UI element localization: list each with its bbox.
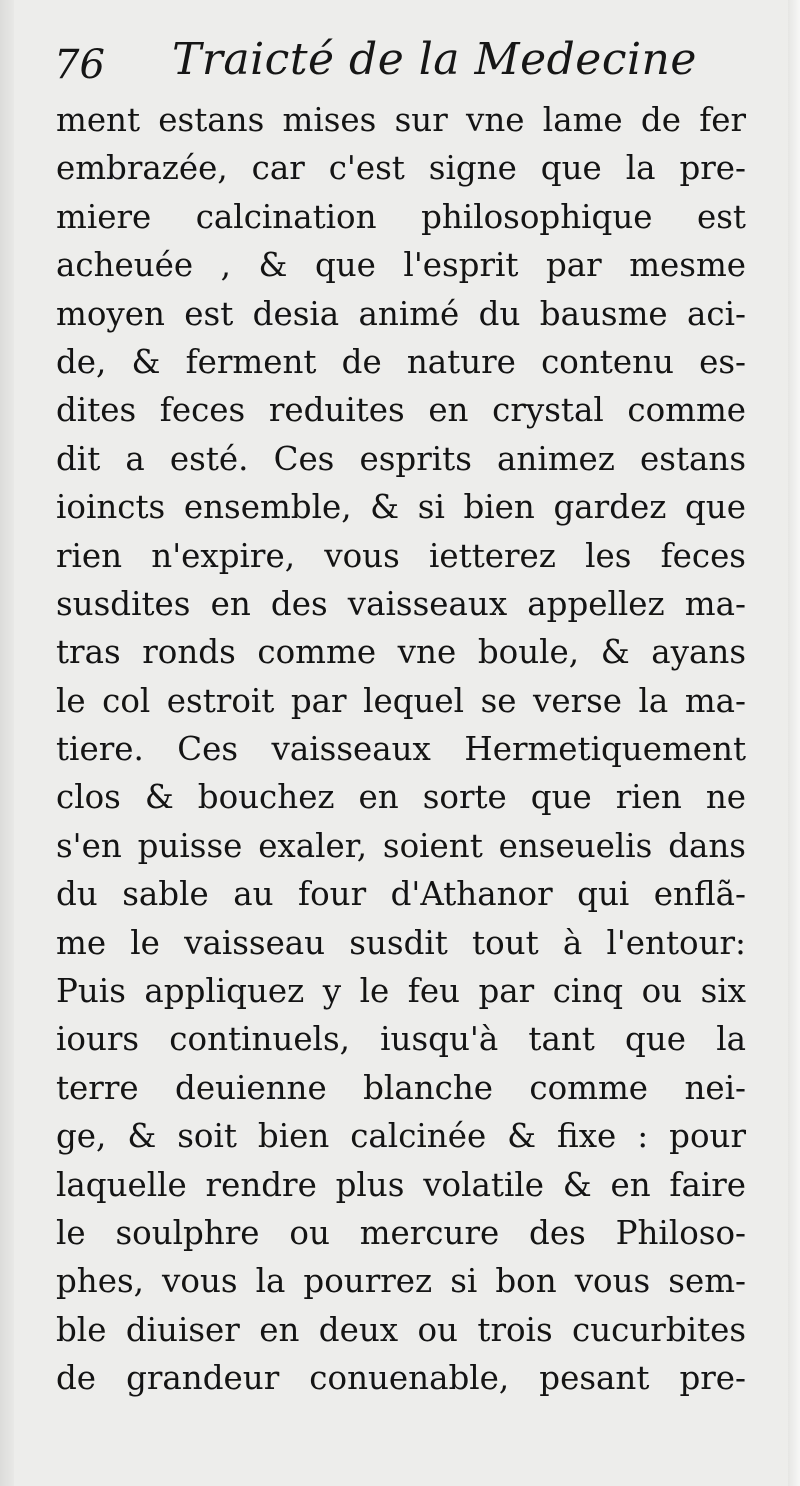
- page-edge: [788, 0, 800, 1486]
- text-line: ge, & soit bien calcinée & fixe : pour: [56, 1117, 746, 1156]
- text-line: phes, vous la pourrez si bon vous sem-: [56, 1262, 746, 1301]
- text-line: ioincts ensemble, & si bien gardez que: [56, 488, 746, 527]
- text-line: tiere. Ces vaisseaux Hermetiquement: [56, 730, 746, 769]
- body-text: [56, 96, 746, 1403]
- text-line: moyen est desia animé du bausme aci-: [56, 294, 746, 333]
- page-number: 76: [54, 42, 105, 88]
- text-line: de, & ferment de nature contenu es-: [56, 342, 746, 381]
- text-line: dit a esté. Ces esprits animez estans: [56, 439, 746, 478]
- text-line: embrazée, car c'est signe que la pre-: [56, 149, 746, 188]
- text-line: de grandeur conuenable, pesant pre-: [56, 1359, 746, 1398]
- text-line: clos & bouchez en sorte que rien ne: [56, 778, 746, 817]
- text-line: me le vaisseau susdit tout à l'entour:: [56, 923, 746, 962]
- text-line: du sable au four d'Athanor qui enflã-: [56, 875, 746, 914]
- running-title: Traicté de la Medecine: [172, 34, 697, 85]
- text-line: tras ronds comme vne boule, & ayans: [56, 633, 746, 672]
- text-line: ment estans mises sur vne lame de fer: [56, 101, 746, 139]
- text-line: s'en puisse exaler, soient enseuelis dans: [56, 826, 746, 865]
- text-line: miere calcination philosophique est: [56, 197, 746, 236]
- text-line: iours continuels, iusqu'à tant que la: [56, 1020, 746, 1059]
- text-line: dites feces reduites en crystal comme: [56, 391, 746, 430]
- text-line: le soulphre ou mercure des Philoso-: [56, 1213, 746, 1252]
- text-line: ble diuiser en deux ou trois cucurbites: [56, 1310, 746, 1349]
- page-gutter-shadow: [0, 0, 14, 1486]
- text-line: le col estroit par lequel se verse la ma-: [56, 681, 746, 720]
- text-line: Puis appliquez y le feu par cinq ou six: [56, 972, 746, 1011]
- page-header: [54, 28, 754, 98]
- text-line: rien n'expire, vous ietterez les feces: [56, 536, 746, 575]
- text-line: susdites en des vaisseaux appellez ma-: [56, 584, 746, 623]
- text-line: acheuée , & que l'esprit par mesme: [56, 246, 746, 285]
- text-line: laquelle rendre plus volatile & en faire: [56, 1165, 746, 1204]
- text-line: terre deuienne blanche comme nei-: [56, 1068, 746, 1107]
